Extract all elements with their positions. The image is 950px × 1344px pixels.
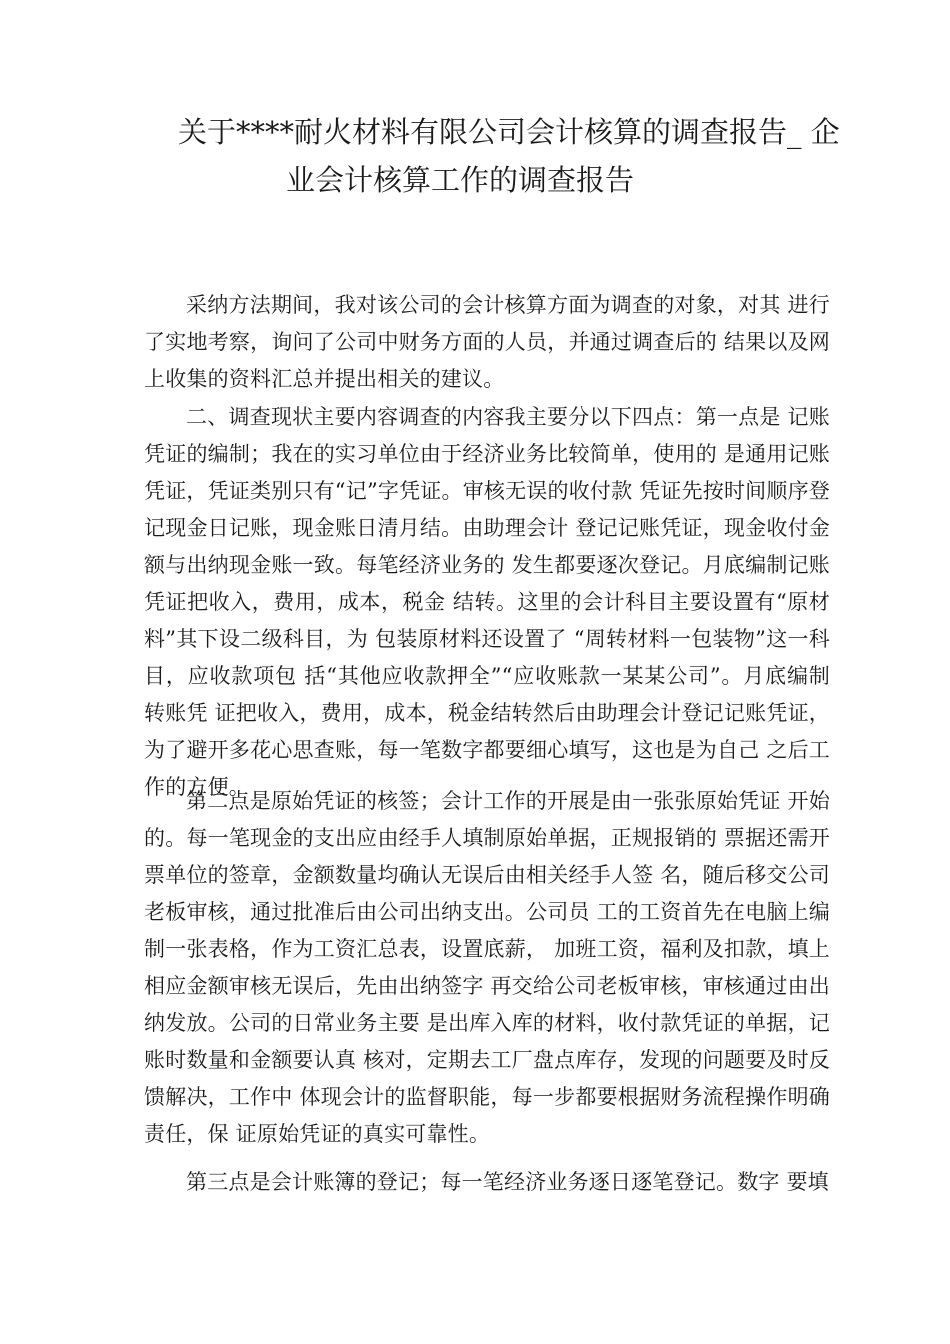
title-line-1: 关于****耐火材料有限公司会计核算的调查报告_ 企	[178, 115, 840, 149]
paragraph-ledger-registration: 第三点是会计账簿的登记；每一笔经济业务逐日逐笔登记。数字 要填	[186, 1170, 829, 1194]
document-title	[140, 108, 840, 204]
paragraph-voucher-preparation: 二、调查现状主要内容调查的内容我主要分以下四点：第一点是 记账凭证的编制；我在的实习单位由于经济业务比较简单，使用的 是通用记账凭证，凭证类别只有“记”字凭证。审核无误的收付款 凭证先按时间顺序登记现金日记账，现金账日清月结。由助理会计 登记记账凭证，现金收付金额与出纳现金账一致。每笔经济业务的 发生都要逐次登记。月底编制记账凭证把收入，费用，成本，税金 结转。这里的会计科目主要设置有“原材料”其下设二级科目，为 包装原材料还设置了 “周转材料一包装物”这一科目，应收款项包 括“其他应收款押全”“应收账款一某某公司”。月底编制转账凭 证把收入，费用，成本，税金结转然后由助理会计登记记账凭证， 为了避开多花心思查账，每一笔数字都要细心填写，这也是为自己 之后工作的方便。	[144, 405, 830, 799]
title-line-2: 业会计核算工作的调查报告	[286, 163, 635, 197]
paragraph-method: 采纳方法期间，我对该公司的会计核算方面为调查的对象，对其 进行了实地考察，询问了公司中财务方面的人员，并通过调查后的 结果以及网上收集的资料汇总并提出相关的建议。	[144, 293, 830, 391]
paragraph-original-voucher-review: 第二点是原始凭证的核签；会计工作的开展是由一张张原始凭证 开始的。每一笔现金的支出应由经手人填制原始单据，正规报销的 票据还需开票单位的签章，金额数量均确认无误后由相关经手人签 名，随后移交公司老板审核，通过批准后由公司出纳支出。公司员 工的工资首先在电脑上编制一张表格，作为工资汇总表，设置底薪， 加班工资，福利及扣款，填上相应金额审核无误后，先由出纳签字 再交给公司老板审核，审核通过由出纳发放。公司的日常业务主要 是出库入库的材料，收付款凭证的单据，记账时数量和金额要认真 核对，定期去工厂盘点库存，发现的问题要及时反馈解决，工作中 体现会计的监督职能，每一步都要根据财务流程操作明确责任，保 证原始凭证的真实可靠性。	[144, 789, 830, 1146]
